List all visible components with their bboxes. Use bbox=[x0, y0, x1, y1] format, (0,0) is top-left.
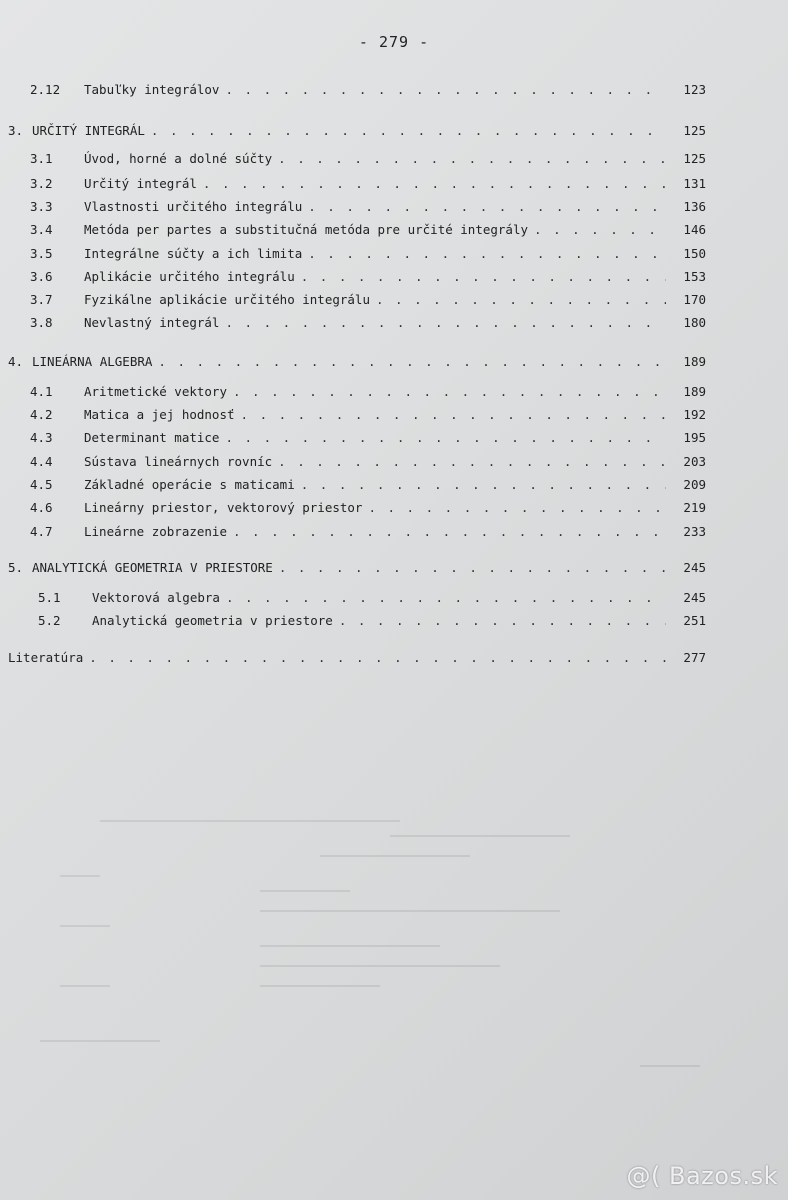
toc-number: 4.6 bbox=[30, 500, 53, 515]
dot-leader bbox=[225, 315, 666, 330]
toc-number: 4.1 bbox=[30, 384, 53, 399]
toc-number: 3.7 bbox=[30, 292, 53, 307]
dot-leader bbox=[278, 151, 666, 166]
dot-leader bbox=[308, 199, 666, 214]
toc-title: Determinant matice bbox=[84, 430, 220, 445]
toc-number: 3.1 bbox=[30, 151, 53, 166]
toc-title: Aplikácie určitého integrálu bbox=[84, 269, 295, 284]
toc-title: Vektorová algebra bbox=[92, 590, 220, 605]
toc-section-row bbox=[30, 151, 706, 169]
toc-section-row bbox=[30, 176, 706, 194]
toc-section-row bbox=[30, 430, 706, 448]
toc-section-row bbox=[30, 500, 706, 518]
toc-title: Fyzikálne aplikácie určitého integrálu bbox=[84, 292, 370, 307]
toc-number: 3.2 bbox=[30, 176, 53, 191]
toc-number: 3.3 bbox=[30, 199, 53, 214]
toc-number: 4.4 bbox=[30, 454, 53, 469]
toc-section-row bbox=[30, 477, 706, 495]
toc-page-number: 136 bbox=[683, 199, 706, 214]
toc-number: 3.5 bbox=[30, 246, 53, 261]
toc-page-number: 146 bbox=[683, 222, 706, 237]
toc-page-number: 180 bbox=[683, 315, 706, 330]
toc-title: Nevlastný integrál bbox=[84, 315, 220, 330]
toc-title: Literatúra bbox=[8, 650, 84, 665]
dot-leader bbox=[233, 524, 666, 539]
dot-leader bbox=[226, 590, 666, 605]
toc-title: LINEÁRNA ALGEBRA bbox=[32, 354, 153, 369]
toc-page-number: 170 bbox=[683, 292, 706, 307]
toc-number: 3. bbox=[8, 123, 24, 138]
toc-number: 2.12 bbox=[30, 82, 61, 97]
toc-title: Analytická geometria v priestore bbox=[92, 613, 333, 628]
toc-section-row bbox=[38, 590, 706, 608]
toc-section-row bbox=[30, 222, 706, 240]
dot-leader bbox=[339, 613, 666, 628]
dot-leader bbox=[225, 82, 666, 97]
toc-chapter-row bbox=[8, 560, 706, 578]
toc-title: Lineárny priestor, vektorový priestor bbox=[84, 500, 363, 515]
toc-page-number: 245 bbox=[683, 590, 706, 605]
toc-number: 4.7 bbox=[30, 524, 53, 539]
dot-leader bbox=[151, 123, 666, 138]
toc-section-row bbox=[30, 246, 706, 264]
toc-title: Úvod, horné a dolné súčty bbox=[84, 151, 273, 166]
toc-page-number: 123 bbox=[683, 82, 706, 97]
toc-title: Tabuľky integrálov bbox=[84, 82, 220, 97]
dot-leader bbox=[308, 246, 666, 261]
dot-leader bbox=[301, 477, 666, 492]
dot-leader bbox=[376, 292, 666, 307]
toc-title: Vlastnosti určitého integrálu bbox=[84, 199, 303, 214]
toc-number: 3.6 bbox=[30, 269, 53, 284]
toc-number: 4.5 bbox=[30, 477, 53, 492]
toc-number: 3.8 bbox=[30, 315, 53, 330]
show-through-text bbox=[60, 815, 720, 1115]
toc-number: 3.4 bbox=[30, 222, 53, 237]
dot-leader bbox=[301, 269, 666, 284]
toc-chapter-row bbox=[8, 123, 706, 141]
toc-page-number: 251 bbox=[683, 613, 706, 628]
toc-page-number: 153 bbox=[683, 269, 706, 284]
toc-page-number: 233 bbox=[683, 524, 706, 539]
toc-number: 5.2 bbox=[38, 613, 61, 628]
toc-page-number: 189 bbox=[683, 384, 706, 399]
toc-page-number: 150 bbox=[683, 246, 706, 261]
toc-section-row bbox=[30, 454, 706, 472]
toc-title: Sústava lineárnych rovníc bbox=[84, 454, 273, 469]
toc-title: ANALYTICKÁ GEOMETRIA V PRIESTORE bbox=[32, 560, 273, 575]
dot-leader bbox=[241, 407, 666, 422]
toc-number: 5. bbox=[8, 560, 24, 575]
dot-leader bbox=[225, 430, 666, 445]
toc-page-number: 131 bbox=[683, 176, 706, 191]
dot-leader bbox=[534, 222, 666, 237]
toc-title: Základné operácie s maticami bbox=[84, 477, 295, 492]
toc-section-row bbox=[30, 199, 706, 217]
dot-leader bbox=[278, 454, 666, 469]
toc-page-number: 277 bbox=[683, 650, 706, 665]
dot-leader bbox=[279, 560, 666, 575]
dot-leader bbox=[158, 354, 666, 369]
dot-leader bbox=[89, 650, 666, 665]
page-number: - 279 - bbox=[358, 33, 430, 51]
toc-section-row bbox=[38, 613, 706, 631]
toc-section-row bbox=[30, 292, 706, 310]
toc-section-row bbox=[30, 407, 706, 425]
toc-page-number: 192 bbox=[683, 407, 706, 422]
dot-leader bbox=[203, 176, 666, 191]
toc-number: 5.1 bbox=[38, 590, 61, 605]
toc-title: Lineárne zobrazenie bbox=[84, 524, 227, 539]
toc-page-number: 219 bbox=[683, 500, 706, 515]
dot-leader bbox=[233, 384, 666, 399]
toc-number: 4.3 bbox=[30, 430, 53, 445]
toc-chapter-row bbox=[8, 354, 706, 372]
toc-page-number: 245 bbox=[683, 560, 706, 575]
toc-title: Matica a jej hodnosť bbox=[84, 407, 235, 422]
toc-bibliography-row bbox=[8, 650, 706, 668]
toc-title: Integrálne súčty a ich limita bbox=[84, 246, 303, 261]
toc-number: 4.2 bbox=[30, 407, 53, 422]
dot-leader bbox=[368, 500, 666, 515]
toc-section-row bbox=[30, 269, 706, 287]
toc-page-number: 125 bbox=[683, 123, 706, 138]
watermark-logo bbox=[627, 1162, 778, 1190]
watermark-text: @( Bazos.sk bbox=[626, 1162, 778, 1190]
toc-page-number: 209 bbox=[683, 477, 706, 492]
toc-title: Aritmetické vektory bbox=[84, 384, 227, 399]
toc-page-number: 125 bbox=[683, 151, 706, 166]
toc-section-row bbox=[30, 82, 706, 100]
toc-number: 4. bbox=[8, 354, 24, 369]
toc-section-row bbox=[30, 315, 706, 333]
toc-title: Metóda per partes a substitučná metóda pre určité integrály bbox=[84, 222, 529, 237]
toc-section-row bbox=[30, 384, 706, 402]
toc-title: Určitý integrál bbox=[84, 176, 197, 191]
toc-page-number: 195 bbox=[683, 430, 706, 445]
toc-page-number: 203 bbox=[683, 454, 706, 469]
toc-page-number: 189 bbox=[683, 354, 706, 369]
toc-title: URČITÝ INTEGRÁL bbox=[32, 123, 145, 138]
toc-section-row bbox=[30, 524, 706, 542]
